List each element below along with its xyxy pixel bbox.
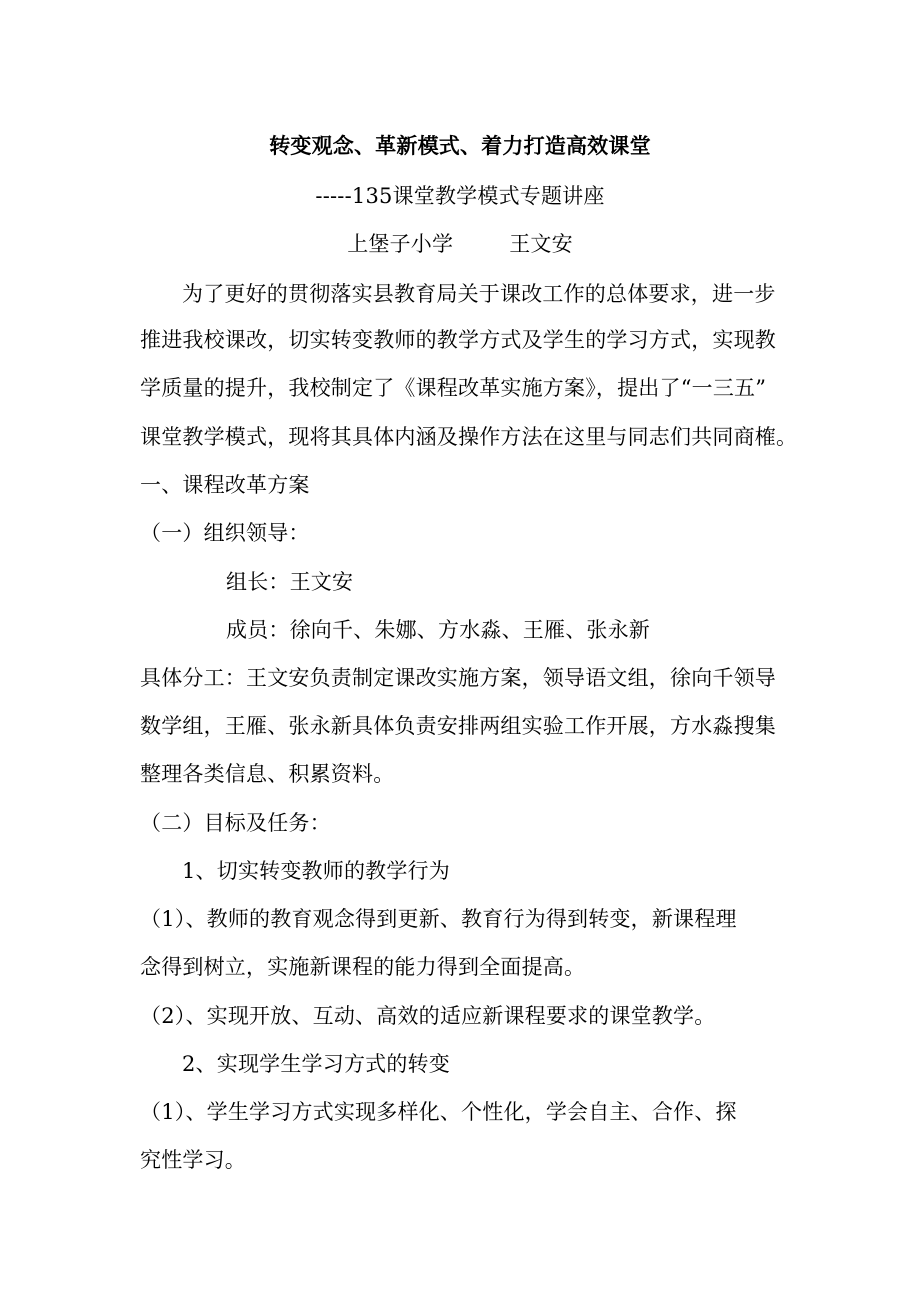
- author-school: 上堡子小学: [347, 232, 454, 256]
- goal-item-line: 念得到树立，实施新课程的能力得到全面提高。: [140, 955, 586, 979]
- goal-heading: 2、实现学生学习方式的转变: [182, 1052, 450, 1076]
- goal-item-line: （1）、学生学习方式实现多样化、个性化，学会自主、合作、探: [140, 1100, 737, 1124]
- division-line-3: 整理各类信息、积累资料。: [140, 762, 395, 786]
- intro-line-2: 推进我校课改，切实转变教师的教学方式及学生的学习方式，实现教: [140, 328, 776, 352]
- division-line-1: 具体分工：王文安负责制定课改实施方案，领导语文组，徐向千领导: [140, 666, 776, 690]
- section-heading: 一、课程改革方案: [140, 473, 310, 497]
- leader-line: 组长：王文安: [226, 570, 354, 594]
- subsection-heading: （二）目标及任务：: [140, 811, 331, 835]
- division-line-2: 数学组，王雁、张永新具体负责安排两组实验工作开展，方水淼搜集: [140, 714, 776, 738]
- intro-line-4: 课堂教学模式，现将其具体内涵及操作方法在这里与同志们共同商榷。: [140, 425, 798, 449]
- author-name: 王文安: [509, 232, 573, 256]
- document-title: 转变观念、革新模式、着力打造高效课堂: [269, 134, 651, 158]
- goal-item-line: （1）、教师的教育观念得到更新、教育行为得到转变，新课程理: [140, 907, 737, 931]
- goal-item-line: （2）、实现开放、互动、高效的适应新课程要求的课堂教学。: [140, 1004, 716, 1028]
- members-line: 成员：徐向千、朱娜、方水淼、王雁、张永新: [226, 618, 650, 642]
- intro-line-1: 为了更好的贯彻落实县教育局关于课改工作的总体要求，进一步: [182, 282, 776, 306]
- author-line: [0, 230, 920, 258]
- goal-heading: 1、切实转变教师的教学行为: [182, 859, 450, 883]
- intro-line-3: 学质量的提升，我校制定了《课程改革实施方案》，提出了“一三五”: [140, 376, 767, 400]
- subsection-heading: （一）组织领导：: [140, 521, 310, 545]
- goal-item-line: 究性学习。: [140, 1148, 246, 1172]
- document-subtitle: -----135课堂教学模式专题讲座: [315, 184, 605, 208]
